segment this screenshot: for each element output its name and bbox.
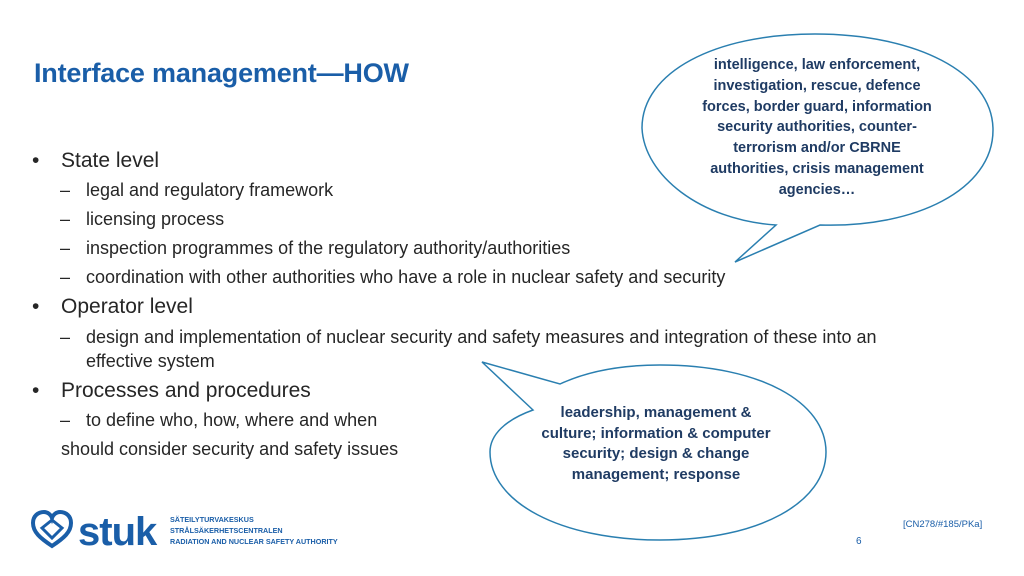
dash-icon: – [60,238,71,258]
stuk-emblem-icon [30,510,74,550]
bubble-bottom-text: leadership, management & culture; information & computer security; design & change management; response [541,404,771,483]
dash-icon: – [60,209,71,229]
stuk-logo [30,508,338,554]
bubble-top-text: intelligence, law enforcement, investigation, rescue, defence forces, border guard, information security authorities, counter-terrorism and/or CBRNE authorities, crisis management agencies… [702,57,932,198]
bullet-icon: • [32,379,40,402]
logo-subtitle [170,514,338,547]
sub-item-text: licensing process [86,209,225,229]
continuation-text: should consider security and safety issues [61,439,399,459]
logo-line: SÄTEILYTURVAKESKUS [170,515,254,524]
page-title: Interface management—HOW [34,58,409,88]
dash-icon: – [60,180,71,200]
sub-item-text: legal and regulatory framework [86,180,334,200]
page-number: 6 [856,536,862,547]
bullet-label: State level [61,149,160,172]
bullet-label: Processes and procedures [61,379,311,402]
dash-icon: – [60,327,71,347]
reference-code: [CN278/#185/PKa] [903,519,983,530]
bullet-label: Operator level [61,295,193,318]
bullet-icon: • [32,295,40,318]
logo-line: RADIATION AND NUCLEAR SAFETY AUTHORITY [170,537,338,546]
logo-line: STRÅLSÄKERHETSCENTRALEN [170,526,283,535]
sub-item-text: to define who, how, where and when [86,410,378,430]
sub-item-text: coordination with other authorities who have a role in nuclear safety and security [86,267,726,287]
sub-item-text: inspection programmes of the regulatory authority/authorities [86,238,571,258]
dash-icon: – [60,267,71,287]
bullet-icon: • [32,149,40,172]
logo-wordmark: stuk [78,510,157,554]
dash-icon: – [60,410,71,430]
sub-item-text: design and implementation of nuclear security and safety measures and integration of these into an effective system [86,327,877,371]
